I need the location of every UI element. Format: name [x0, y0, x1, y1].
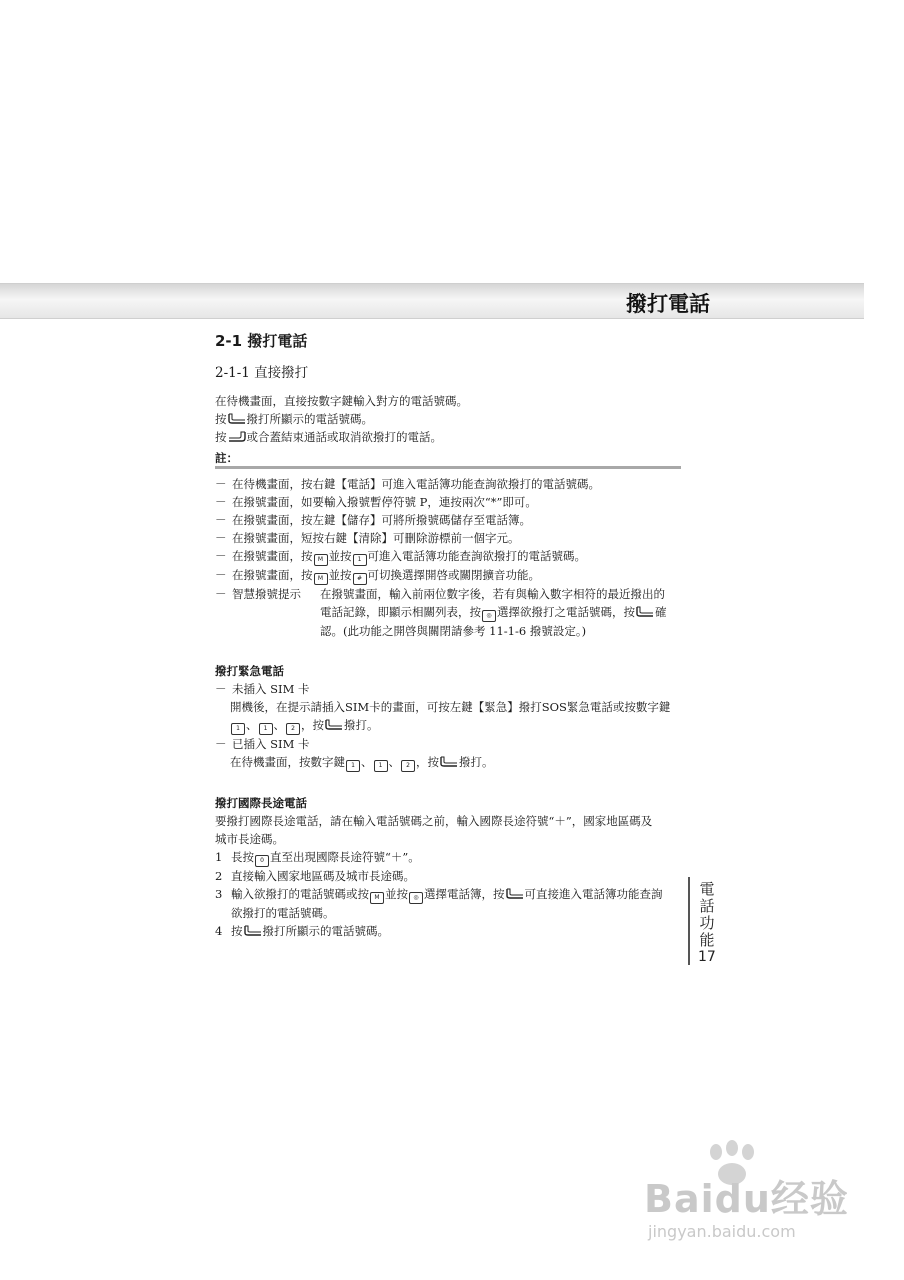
intl-step: 2 直接輸入國家地區碼及城市長途碼。 [215, 869, 415, 883]
send-key-icon [324, 719, 344, 730]
menu-key-icon: M [370, 892, 384, 904]
no-sim-text: 開機後，在提示請插入SIM卡的畫面，可按左鍵【緊急】撥打SOS緊急電話或按數字鍵 [230, 700, 671, 714]
section-heading: 2-1 撥打電話 [215, 332, 308, 350]
send-key-icon [243, 925, 263, 936]
zero-key-icon: 0 [255, 855, 269, 867]
intl-step: 3 輸入欲撥打的電話號碼或按 M 並按 ◎ 選擇電話簿，按 可直接進入電話簿功能查詢 [215, 885, 685, 904]
intl-desc-1: 要撥打國際長途電話，請在輸入電話號碼之前，輸入國際長途符號“＋”，國家地區碼及 [215, 814, 653, 828]
intro-line-1: 在待機畫面，直接按數字鍵輸入對方的電話號碼。 [215, 394, 468, 408]
key-1-icon: 1 [231, 723, 245, 735]
send-key-icon [227, 413, 247, 424]
chapter-title: 撥打電話 [626, 292, 710, 316]
key-1-icon: 1 [346, 760, 360, 772]
hash-key-icon: # [353, 573, 367, 585]
no-sim-keys: 1 、 1 、 2 ，按 撥打。 [215, 716, 685, 735]
menu-key-icon: M [314, 554, 328, 566]
emergency-title: 撥打緊急電話 [215, 664, 284, 678]
watermark-logo-text: Baidu经验 [644, 1177, 849, 1221]
number-key-icon: 1 [353, 554, 367, 566]
key-1b-icon: 1 [259, 723, 273, 735]
intl-step: 4 按 撥打所顯示的電話號碼。 [215, 924, 389, 938]
smart-dial-line-3: 認。(此功能之開啓與關閉請參考 11-1-6 撥號設定。) [320, 624, 587, 638]
no-sim-label: － 未插入 SIM 卡 [215, 682, 310, 696]
note-item: － 在撥號畫面，如要輸入撥號暫停符號 P，連按兩次“*”即可。 [215, 495, 537, 509]
chapter-header-band [0, 283, 864, 319]
page-number: 17 [698, 949, 716, 965]
page-content [215, 330, 685, 940]
intl-step-3-cont: 欲撥打的電話號碼。 [231, 906, 335, 920]
watermark-url: jingyan.baidu.com [648, 1222, 796, 1241]
note-item: － 在撥號畫面，按 M 並按 # 可切換選擇開啓或關閉擴音功能。 [215, 566, 685, 585]
chapter-side-tab [688, 877, 716, 965]
note-item: － 在撥號畫面，按左鍵【儲存】可將所撥號碼儲存至電話簿。 [215, 513, 531, 527]
note-item: － 在撥號畫面，短按右鍵【清除】可刪除游標前一個字元。 [215, 531, 520, 545]
intro-line-3: 按 或合蓋結束通話或取消欲撥打的電話。 [215, 430, 442, 444]
nav-key-icon: ◎ [482, 610, 496, 622]
send-key-icon [505, 888, 525, 899]
key-1b-icon: 1 [374, 760, 388, 772]
key-2-icon: 2 [401, 760, 415, 772]
smart-dial-line-2: 電話記錄，即顯示相關列表，按 ◎ 選擇欲撥打之電話號碼，按 確 [215, 603, 685, 622]
note-item: － 在待機畫面，按右鍵【電話】可進入電話簿功能查詢欲撥打的電話號碼。 [215, 477, 600, 491]
note-item: － 在撥號畫面，按 M 並按 1 可進入電話簿功能查詢欲撥打的電話號碼。 [215, 547, 685, 566]
section-subheading: 2-1-1 直接撥打 [215, 365, 309, 381]
intl-desc-2: 城市長途碼。 [215, 832, 284, 846]
note-divider [215, 466, 681, 469]
intro-line-2: 按 撥打所顯示的電話號碼。 [215, 412, 373, 426]
sim-text: 在待機畫面，按數字鍵 1 、 1 、 2 ，按 撥打。 [215, 753, 685, 772]
intl-title: 撥打國際長途電話 [215, 796, 307, 810]
intl-step: 1 長按 0 直至出現國際長途符號“＋”。 [215, 848, 685, 867]
sim-label: － 已插入 SIM 卡 [215, 737, 310, 751]
nav-key-icon: ◎ [409, 892, 423, 904]
note-item-smart-dial: － 智慧撥號提示 在撥號畫面，輸入前兩位數字後，若有與輸入數字相符的最近撥出的 [215, 587, 665, 601]
send-key-icon [635, 606, 655, 617]
key-2-icon: 2 [286, 723, 300, 735]
baidu-watermark [644, 1140, 874, 1260]
end-key-icon [227, 431, 247, 442]
chapter-side-label: 電話功能 [699, 880, 715, 949]
note-label: 註： [215, 451, 238, 465]
send-key-icon [439, 756, 459, 767]
menu-key-icon: M [314, 573, 328, 585]
